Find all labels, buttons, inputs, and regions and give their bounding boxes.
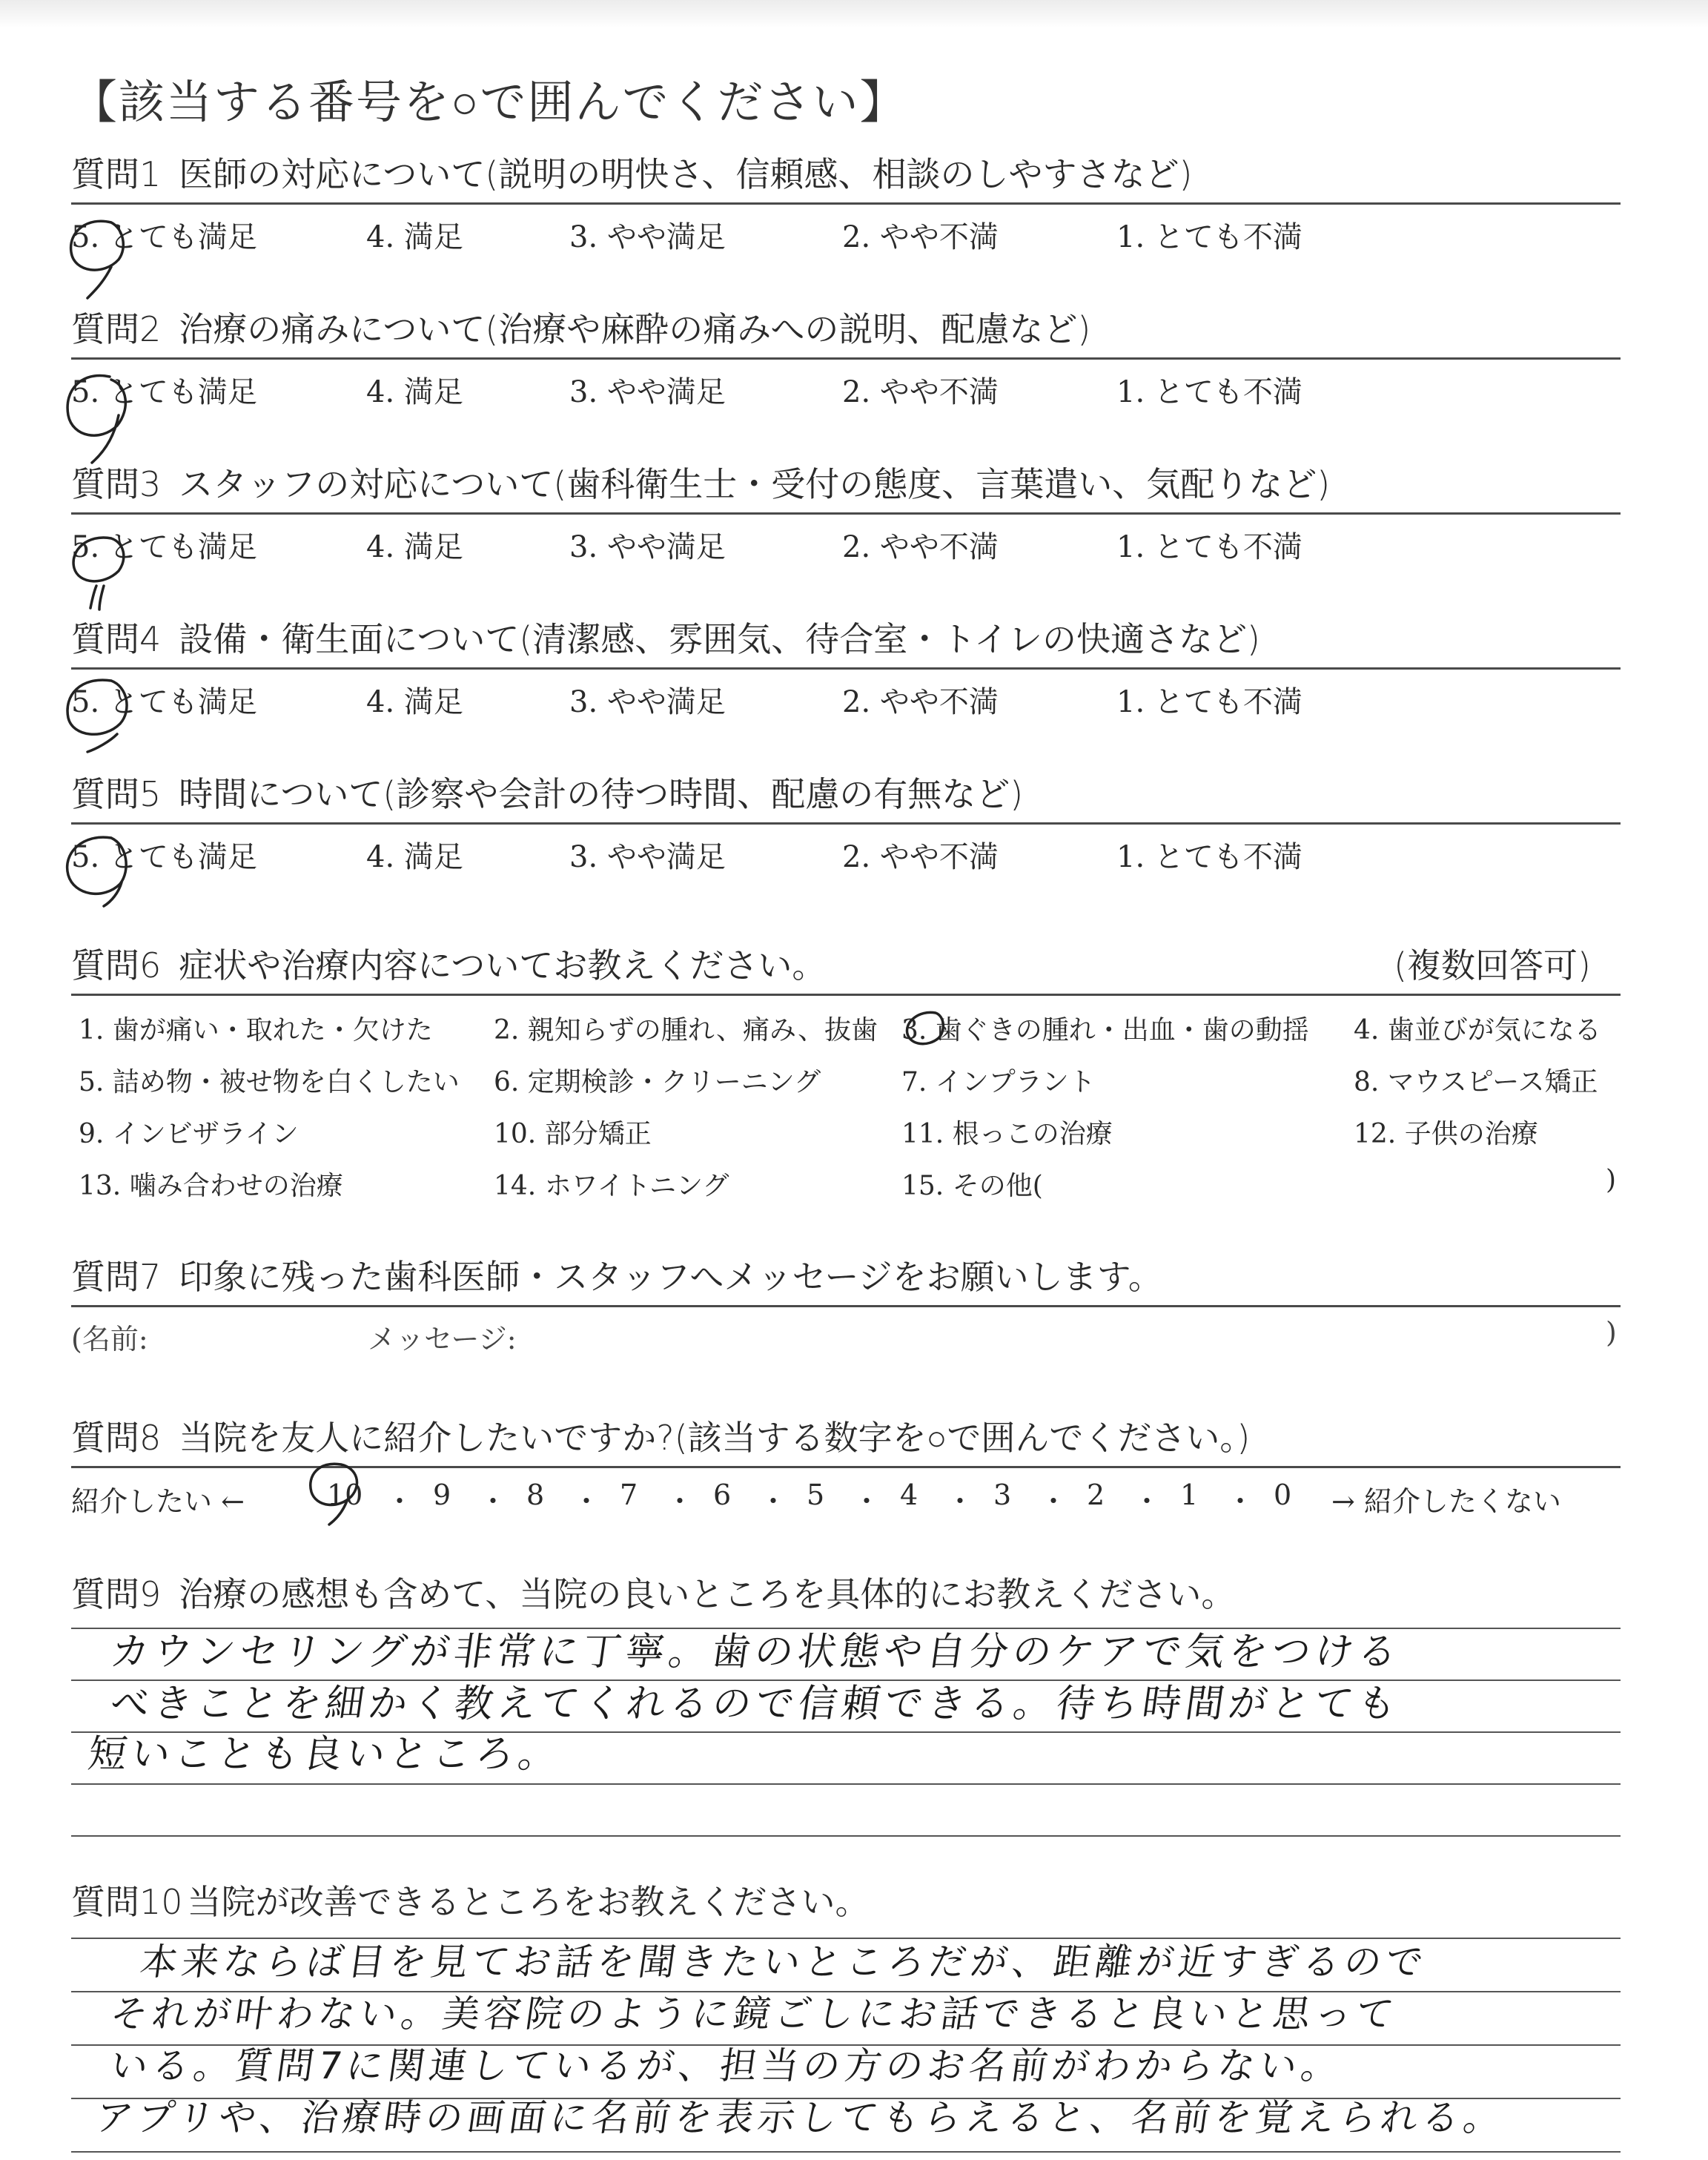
option-satisfied[interactable]: 4. 満足 [366, 840, 463, 874]
option-very-dissatisfied[interactable]: 1. とても不満 [1116, 220, 1302, 254]
option-somewhat-dissatisfied[interactable]: 2. やや不満 [842, 685, 999, 719]
question-3-options [71, 515, 1621, 567]
scale-dot: ・ [666, 1485, 695, 1518]
scale-value[interactable]: 10 [327, 1479, 363, 1511]
scale-value[interactable]: 6 [713, 1479, 732, 1511]
question-9 [71, 1563, 1621, 1622]
question-5 [71, 765, 1621, 876]
scale-value[interactable]: 2 [1087, 1479, 1105, 1511]
question-5-text: 時間について(診察や会計の待つ時間、配慮の有無など) [179, 774, 1024, 814]
scale-value[interactable]: 4 [900, 1479, 918, 1511]
recommend-scale [71, 1468, 1621, 1527]
question-5-header [71, 765, 1621, 825]
question-2-options [71, 360, 1621, 412]
option-satisfied[interactable]: 4. 満足 [366, 375, 463, 409]
question-4-text: 設備・衛生面について(清潔感、雰囲気、待合室・トイレの快適さなど) [179, 619, 1260, 659]
handwritten-answer-line: カウンセリングが非常に丁寧。歯の状態や自分のケアで気をつける [107, 1630, 1404, 1674]
question-7-text: 印象に残った歯科医師・スタッフへメッセージをお願いします。 [179, 1257, 1162, 1297]
symptom-item[interactable]: 13. 噛み合わせの治療 [79, 1171, 343, 1201]
ruled-line [71, 1835, 1621, 1837]
question-3-header [71, 455, 1621, 515]
symptom-item[interactable]: 1. 歯が痛い・取れた・欠けた [79, 1015, 433, 1046]
option-very-satisfied[interactable]: 5. とても満足 [71, 685, 257, 719]
scale-right-label: → 紹介したくない [1331, 1485, 1561, 1518]
question-3 [71, 455, 1621, 567]
question-7-header [71, 1248, 1621, 1307]
option-very-satisfied[interactable]: 5. とても満足 [71, 530, 257, 564]
option-somewhat-dissatisfied[interactable]: 2. やや不満 [842, 840, 999, 874]
ruled-line [71, 2151, 1621, 2153]
question-6 [71, 937, 1621, 1211]
option-somewhat-satisfied[interactable]: 3. やや満足 [569, 375, 726, 409]
scale-value[interactable]: 9 [433, 1479, 451, 1511]
question-4-number: 質問4 [71, 619, 162, 659]
question-2-header [71, 300, 1621, 360]
symptom-item[interactable]: 11. 根っこの治療 [901, 1119, 1113, 1149]
handwritten-answer-line: 短いことも良いところ。 [85, 1732, 565, 1777]
question-10-number: 質問10 [71, 1882, 183, 1922]
ruled-line [71, 1783, 1621, 1785]
scale-dot: ・ [479, 1485, 508, 1518]
question-1-number: 質問1 [71, 154, 162, 194]
question-10 [71, 1871, 1621, 1930]
scale-dot: ・ [853, 1485, 881, 1518]
option-satisfied[interactable]: 4. 満足 [366, 685, 463, 719]
option-satisfied[interactable]: 4. 満足 [366, 530, 463, 564]
question-6-text: 症状や治療内容についてお教えください。 [179, 945, 827, 985]
symptom-item[interactable]: 14. ホワイトニング [494, 1171, 729, 1201]
symptom-item[interactable]: 9. インビザライン [79, 1119, 299, 1149]
symptom-item[interactable]: 10. 部分矯正 [494, 1119, 652, 1149]
option-very-satisfied[interactable]: 5. とても満足 [71, 220, 257, 254]
scale-left-label: 紹介したい ← [71, 1485, 245, 1518]
question-2 [71, 300, 1621, 412]
option-somewhat-dissatisfied[interactable]: 2. やや不満 [842, 530, 999, 564]
scale-dot: ・ [946, 1485, 975, 1518]
question-5-options [71, 825, 1621, 876]
symptom-item[interactable]: 4. 歯並びが気になる [1354, 1015, 1601, 1046]
question-7-number: 質問7 [71, 1257, 162, 1297]
symptom-item[interactable]: 8. マウスピース矯正 [1354, 1067, 1598, 1097]
symptom-item-other[interactable]: 15. その他( [901, 1171, 1043, 1201]
option-very-dissatisfied[interactable]: 1. とても不満 [1116, 375, 1302, 409]
option-satisfied[interactable]: 4. 満足 [366, 220, 463, 254]
symptom-item[interactable]: 7. インプラント [901, 1067, 1096, 1097]
question-5-number: 質問5 [71, 774, 162, 814]
question-4-options [71, 670, 1621, 721]
question-10-text: 当院が改善できるところをお教えください。 [187, 1882, 870, 1922]
symptom-item[interactable]: 12. 子供の治療 [1354, 1119, 1538, 1149]
question-8-header [71, 1409, 1621, 1468]
question-4 [71, 610, 1621, 721]
handwritten-answer-line: それが叶わない。美容院のように鏡ごしにお話できると良いと思って [107, 1992, 1401, 2035]
message-label: メッセージ: [368, 1323, 517, 1355]
scale-dot: ・ [1226, 1485, 1255, 1518]
scale-value[interactable]: 5 [807, 1479, 825, 1511]
page-title: 【該当する番号を○で囲んでください】 [71, 75, 907, 129]
question-1-options [71, 205, 1621, 257]
question-8-number: 質問8 [71, 1418, 162, 1458]
option-very-dissatisfied[interactable]: 1. とても不満 [1116, 685, 1302, 719]
option-very-satisfied[interactable]: 5. とても満足 [71, 840, 257, 874]
question-3-number: 質問3 [71, 464, 162, 504]
scan-edge [0, 0, 1708, 28]
multiple-answers-note: (複数回答可) [1394, 945, 1591, 985]
scale-value[interactable]: 0 [1274, 1479, 1292, 1511]
other-close-paren: ) [1606, 1165, 1617, 1195]
option-very-satisfied[interactable]: 5. とても満足 [71, 375, 257, 409]
scale-value[interactable]: 1 [1180, 1479, 1199, 1511]
question-10-header [71, 1871, 1621, 1930]
question-9-header [71, 1563, 1621, 1622]
handwritten-answer-line: べきことを細かく教えてくれるので信頼できる。待ち時間がとても [107, 1682, 1404, 1726]
scale-dot: ・ [759, 1485, 788, 1518]
scale-value[interactable]: 3 [993, 1479, 1012, 1511]
scale-dot: ・ [1133, 1485, 1162, 1518]
scale-value[interactable]: 8 [526, 1479, 545, 1511]
handwritten-answer-line: 本来ならば目を見てお話を聞きたいところだが、距離が近すぎるので [137, 1941, 1431, 1984]
question-8 [71, 1409, 1621, 1527]
option-somewhat-satisfied[interactable]: 3. やや満足 [569, 530, 726, 564]
question-2-text: 治療の痛みについて(治療や麻酔の痛みへの説明、配慮など) [179, 309, 1091, 349]
handwritten-answer-line: いる。質問7に関連しているが、担当の方のお名前がわからない。 [107, 2044, 1346, 2087]
message-close-paren: ) [1606, 1316, 1617, 1349]
symptom-item[interactable]: 6. 定期検診・クリーニング [494, 1067, 821, 1097]
question-1 [71, 145, 1621, 257]
symptom-list [71, 996, 1621, 1211]
symptom-item[interactable]: 2. 親知らずの腫れ、痛み、抜歯 [494, 1015, 878, 1046]
option-somewhat-satisfied[interactable]: 3. やや満足 [569, 220, 726, 254]
message-field[interactable] [71, 1307, 1621, 1355]
scale-value[interactable]: 7 [620, 1479, 638, 1511]
symptom-item[interactable]: 5. 詰め物・被せ物を白くしたい [79, 1067, 460, 1097]
question-9-text: 治療の感想も含めて、当院の良いところを具体的にお教えください。 [179, 1574, 1236, 1614]
question-6-number: 質問6 [71, 945, 162, 985]
option-very-dissatisfied[interactable]: 1. とても不満 [1116, 840, 1302, 874]
option-somewhat-dissatisfied[interactable]: 2. やや不満 [842, 220, 999, 254]
question-2-number: 質問2 [71, 309, 162, 349]
handwritten-answer-line: アプリや、治療時の画面に名前を表示してもらえると、名前を覚えられる。 [93, 2096, 1509, 2139]
option-somewhat-dissatisfied[interactable]: 2. やや不満 [842, 375, 999, 409]
question-4-header [71, 610, 1621, 670]
option-somewhat-satisfied[interactable]: 3. やや満足 [569, 840, 726, 874]
name-label: (名前: [71, 1323, 148, 1355]
question-8-text: 当院を友人に紹介したいですか?(該当する数字を○で囲んでください。) [179, 1418, 1251, 1458]
scale-dot: ・ [1039, 1485, 1068, 1518]
symptom-item[interactable]: 3. 歯ぐきの腫れ・出血・歯の動揺 [901, 1015, 1309, 1046]
scale-dot: ・ [385, 1485, 414, 1518]
question-7 [71, 1248, 1621, 1355]
question-6-header [71, 937, 1621, 996]
question-9-number: 質問9 [71, 1574, 162, 1614]
option-somewhat-satisfied[interactable]: 3. やや満足 [569, 685, 726, 719]
question-1-text: 医師の対応について(説明の明快さ、信頼感、相談のしやすさなど) [179, 154, 1193, 194]
option-very-dissatisfied[interactable]: 1. とても不満 [1116, 530, 1302, 564]
question-3-text: スタッフの対応について(歯科衛生士・受付の態度、言葉遣い、気配りなど) [179, 464, 1331, 504]
question-1-header [71, 145, 1621, 205]
scale-dot: ・ [572, 1485, 601, 1518]
